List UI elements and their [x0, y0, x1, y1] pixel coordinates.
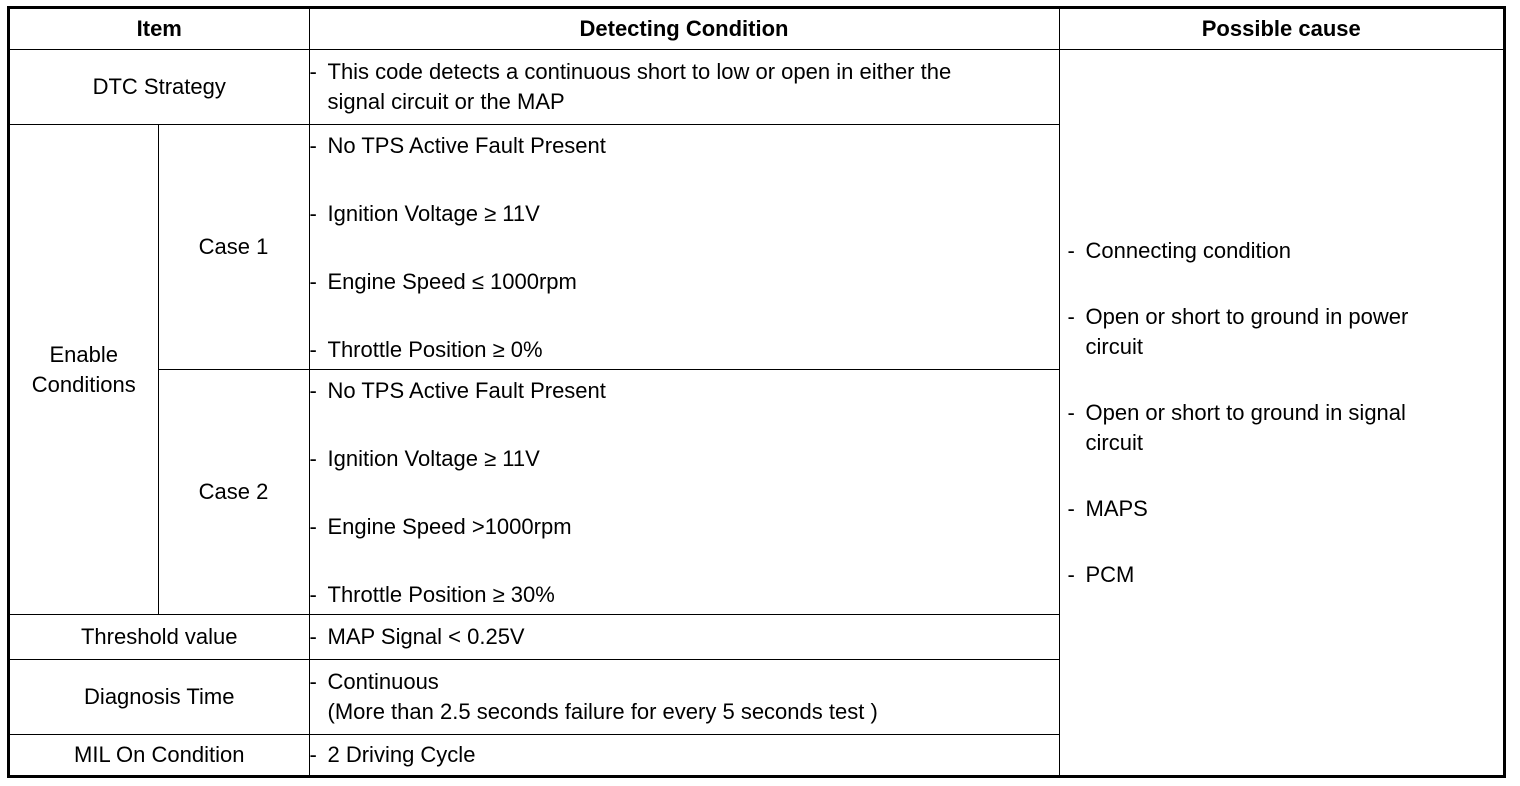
condition-item — [310, 199, 1059, 229]
dtc-strategy-label: DTC Strategy — [10, 50, 309, 125]
case-1-label: Case 1 — [158, 125, 309, 370]
header-item: Item — [10, 9, 309, 50]
mil-on-condition-label: MIL On Condition — [10, 735, 309, 776]
header-detecting-condition: Detecting Condition — [309, 9, 1059, 50]
cause-text: MAPS — [1085, 495, 1148, 521]
bullet-dash: - — [1067, 495, 1075, 521]
condition-item — [310, 131, 1059, 161]
bullet-dash: - — [309, 742, 317, 768]
case-2-condition-list — [310, 370, 1059, 614]
condition-text: Engine Speed >1000rpm — [327, 514, 572, 539]
condition-item — [310, 622, 1059, 652]
possible-cause-cell — [1059, 50, 1503, 776]
mil-on-condition-value — [309, 735, 1059, 776]
condition-item — [310, 376, 1059, 406]
bullet-dash: - — [309, 582, 317, 607]
condition-text: 2 Driving Cycle — [327, 742, 476, 768]
condition-item — [310, 444, 1059, 474]
bullet-dash: - — [1067, 561, 1075, 587]
dtc-table — [10, 9, 1503, 776]
condition-item — [310, 512, 1059, 542]
condition-text: Throttle Position ≥ 30% — [327, 582, 555, 607]
row-dtc-strategy — [10, 50, 1503, 125]
bullet-dash: - — [309, 624, 317, 649]
bullet-dash: - — [309, 201, 317, 226]
bullet-dash: - — [309, 337, 317, 362]
cause-text: PCM — [1085, 561, 1135, 587]
condition-text: No TPS Active Fault Present — [327, 378, 606, 403]
case-2-label: Case 2 — [158, 370, 309, 615]
possible-cause-list — [1060, 236, 1504, 590]
condition-text: Ignition Voltage ≥ 11V — [327, 446, 540, 471]
bullet-dash: - — [1067, 237, 1075, 263]
cause-text: Connecting condition — [1085, 237, 1291, 263]
cause-text-line2: circuit — [1085, 429, 1143, 455]
condition-text: MAP Signal < 0.25V — [327, 624, 525, 649]
case-1-conditions — [309, 125, 1059, 370]
bullet-dash: - — [309, 269, 317, 294]
case-1-condition-list — [310, 125, 1059, 369]
header-possible-cause: Possible cause — [1059, 9, 1503, 50]
bullet-dash: - — [309, 133, 317, 158]
bullet-dash: - — [1067, 303, 1075, 329]
condition-item — [310, 667, 1059, 727]
cause-item-power-circuit — [1068, 302, 1494, 362]
condition-text: Ignition Voltage ≥ 11V — [327, 201, 540, 226]
diagnosis-time-condition — [309, 660, 1059, 735]
bullet-dash: - — [1067, 399, 1075, 425]
cause-text-line2: circuit — [1085, 333, 1143, 359]
threshold-value-condition — [309, 615, 1059, 660]
condition-item — [310, 335, 1059, 365]
bullet-dash: - — [309, 514, 317, 539]
case-2-conditions — [309, 370, 1059, 615]
enable-conditions-label — [10, 125, 158, 615]
condition-item — [310, 57, 1059, 117]
condition-text: Throttle Position ≥ 0% — [327, 337, 543, 362]
condition-text: Engine Speed ≤ 1000rpm — [327, 269, 577, 294]
dtc-table-frame — [7, 6, 1506, 778]
threshold-value-label: Threshold value — [10, 615, 309, 660]
condition-text: No TPS Active Fault Present — [327, 133, 606, 158]
condition-text-line1: This code detects a continuous short to low or open in either the — [327, 59, 952, 84]
cause-item-connecting-condition — [1068, 236, 1494, 266]
bullet-dash: - — [309, 59, 317, 84]
bullet-dash: - — [309, 378, 317, 403]
dtc-strategy-condition — [309, 50, 1059, 125]
enable-conditions-label-line1: Enable — [49, 341, 118, 367]
condition-item — [310, 580, 1059, 610]
condition-text-line2: (More than 2.5 seconds failure for every 5 seconds test ) — [327, 699, 878, 724]
bullet-dash: - — [309, 446, 317, 471]
condition-item — [310, 740, 1059, 770]
cause-item-signal-circuit — [1068, 398, 1494, 458]
cause-text-line1: Open or short to ground in power — [1085, 303, 1409, 329]
condition-item — [310, 267, 1059, 297]
bullet-dash: - — [309, 669, 317, 694]
condition-text-line2: signal circuit or the MAP — [327, 89, 565, 114]
enable-conditions-label-line2: Conditions — [31, 371, 136, 397]
cause-item-pcm — [1068, 560, 1494, 590]
cause-text-line1: Open or short to ground in signal — [1085, 399, 1406, 425]
diagnosis-time-label: Diagnosis Time — [10, 660, 309, 735]
header-row — [10, 9, 1503, 50]
condition-text-line1: Continuous — [327, 669, 439, 694]
cause-item-maps — [1068, 494, 1494, 524]
